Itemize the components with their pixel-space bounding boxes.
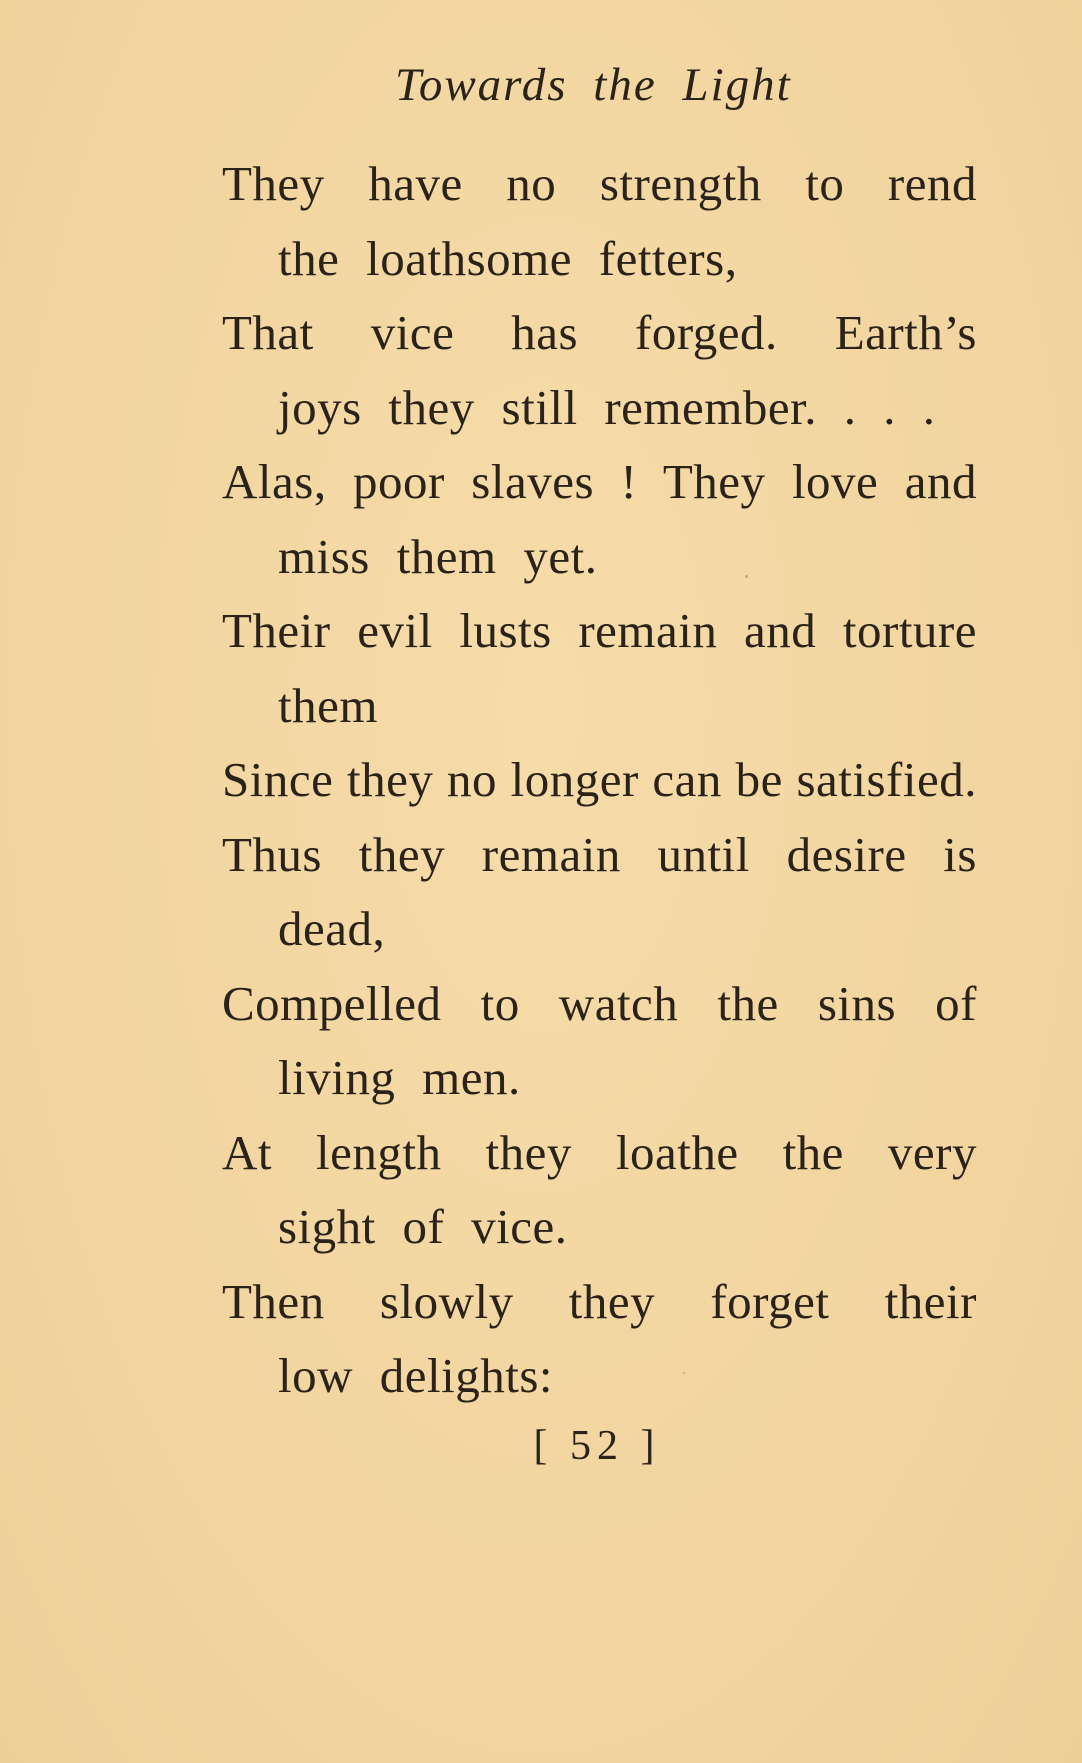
running-head: Towards the Light	[395, 59, 792, 111]
verse-line: Then slowly they forget their	[222, 1273, 977, 1329]
verse-line: That vice has forged. Earth’s	[222, 305, 977, 360]
verse-line-continuation: living men.	[278, 1050, 521, 1105]
verse-line: Since they no longer can be satisfied.	[222, 752, 977, 807]
paper-speck	[683, 1372, 685, 1374]
verse-line-continuation: miss them yet.	[278, 528, 598, 584]
verse-line: They have no strength to rend	[222, 156, 977, 211]
page-number: [ 52 ]	[533, 1423, 661, 1469]
poem-text	[222, 147, 977, 1414]
verse-line: Thus they remain until desire is	[222, 826, 977, 882]
verse-line-continuation: sight of vice.	[278, 1199, 568, 1254]
verse-line: Alas, poor slaves ! They love and	[222, 454, 977, 509]
verse-line-continuation: low delights:	[278, 1348, 554, 1403]
verse-line: Compelled to watch the sins of	[222, 975, 977, 1031]
verse-line-continuation: the loathsome fetters,	[278, 230, 738, 286]
verse-line-continuation: dead,	[278, 901, 386, 956]
verse-line: At length they loathe the very	[222, 1124, 977, 1180]
verse-line-continuation: them	[278, 677, 378, 733]
verse-line: Their evil lusts remain and torture	[222, 603, 977, 658]
paper-speck	[745, 575, 748, 578]
verse-line-continuation: joys they still remember. . . .	[278, 379, 936, 435]
